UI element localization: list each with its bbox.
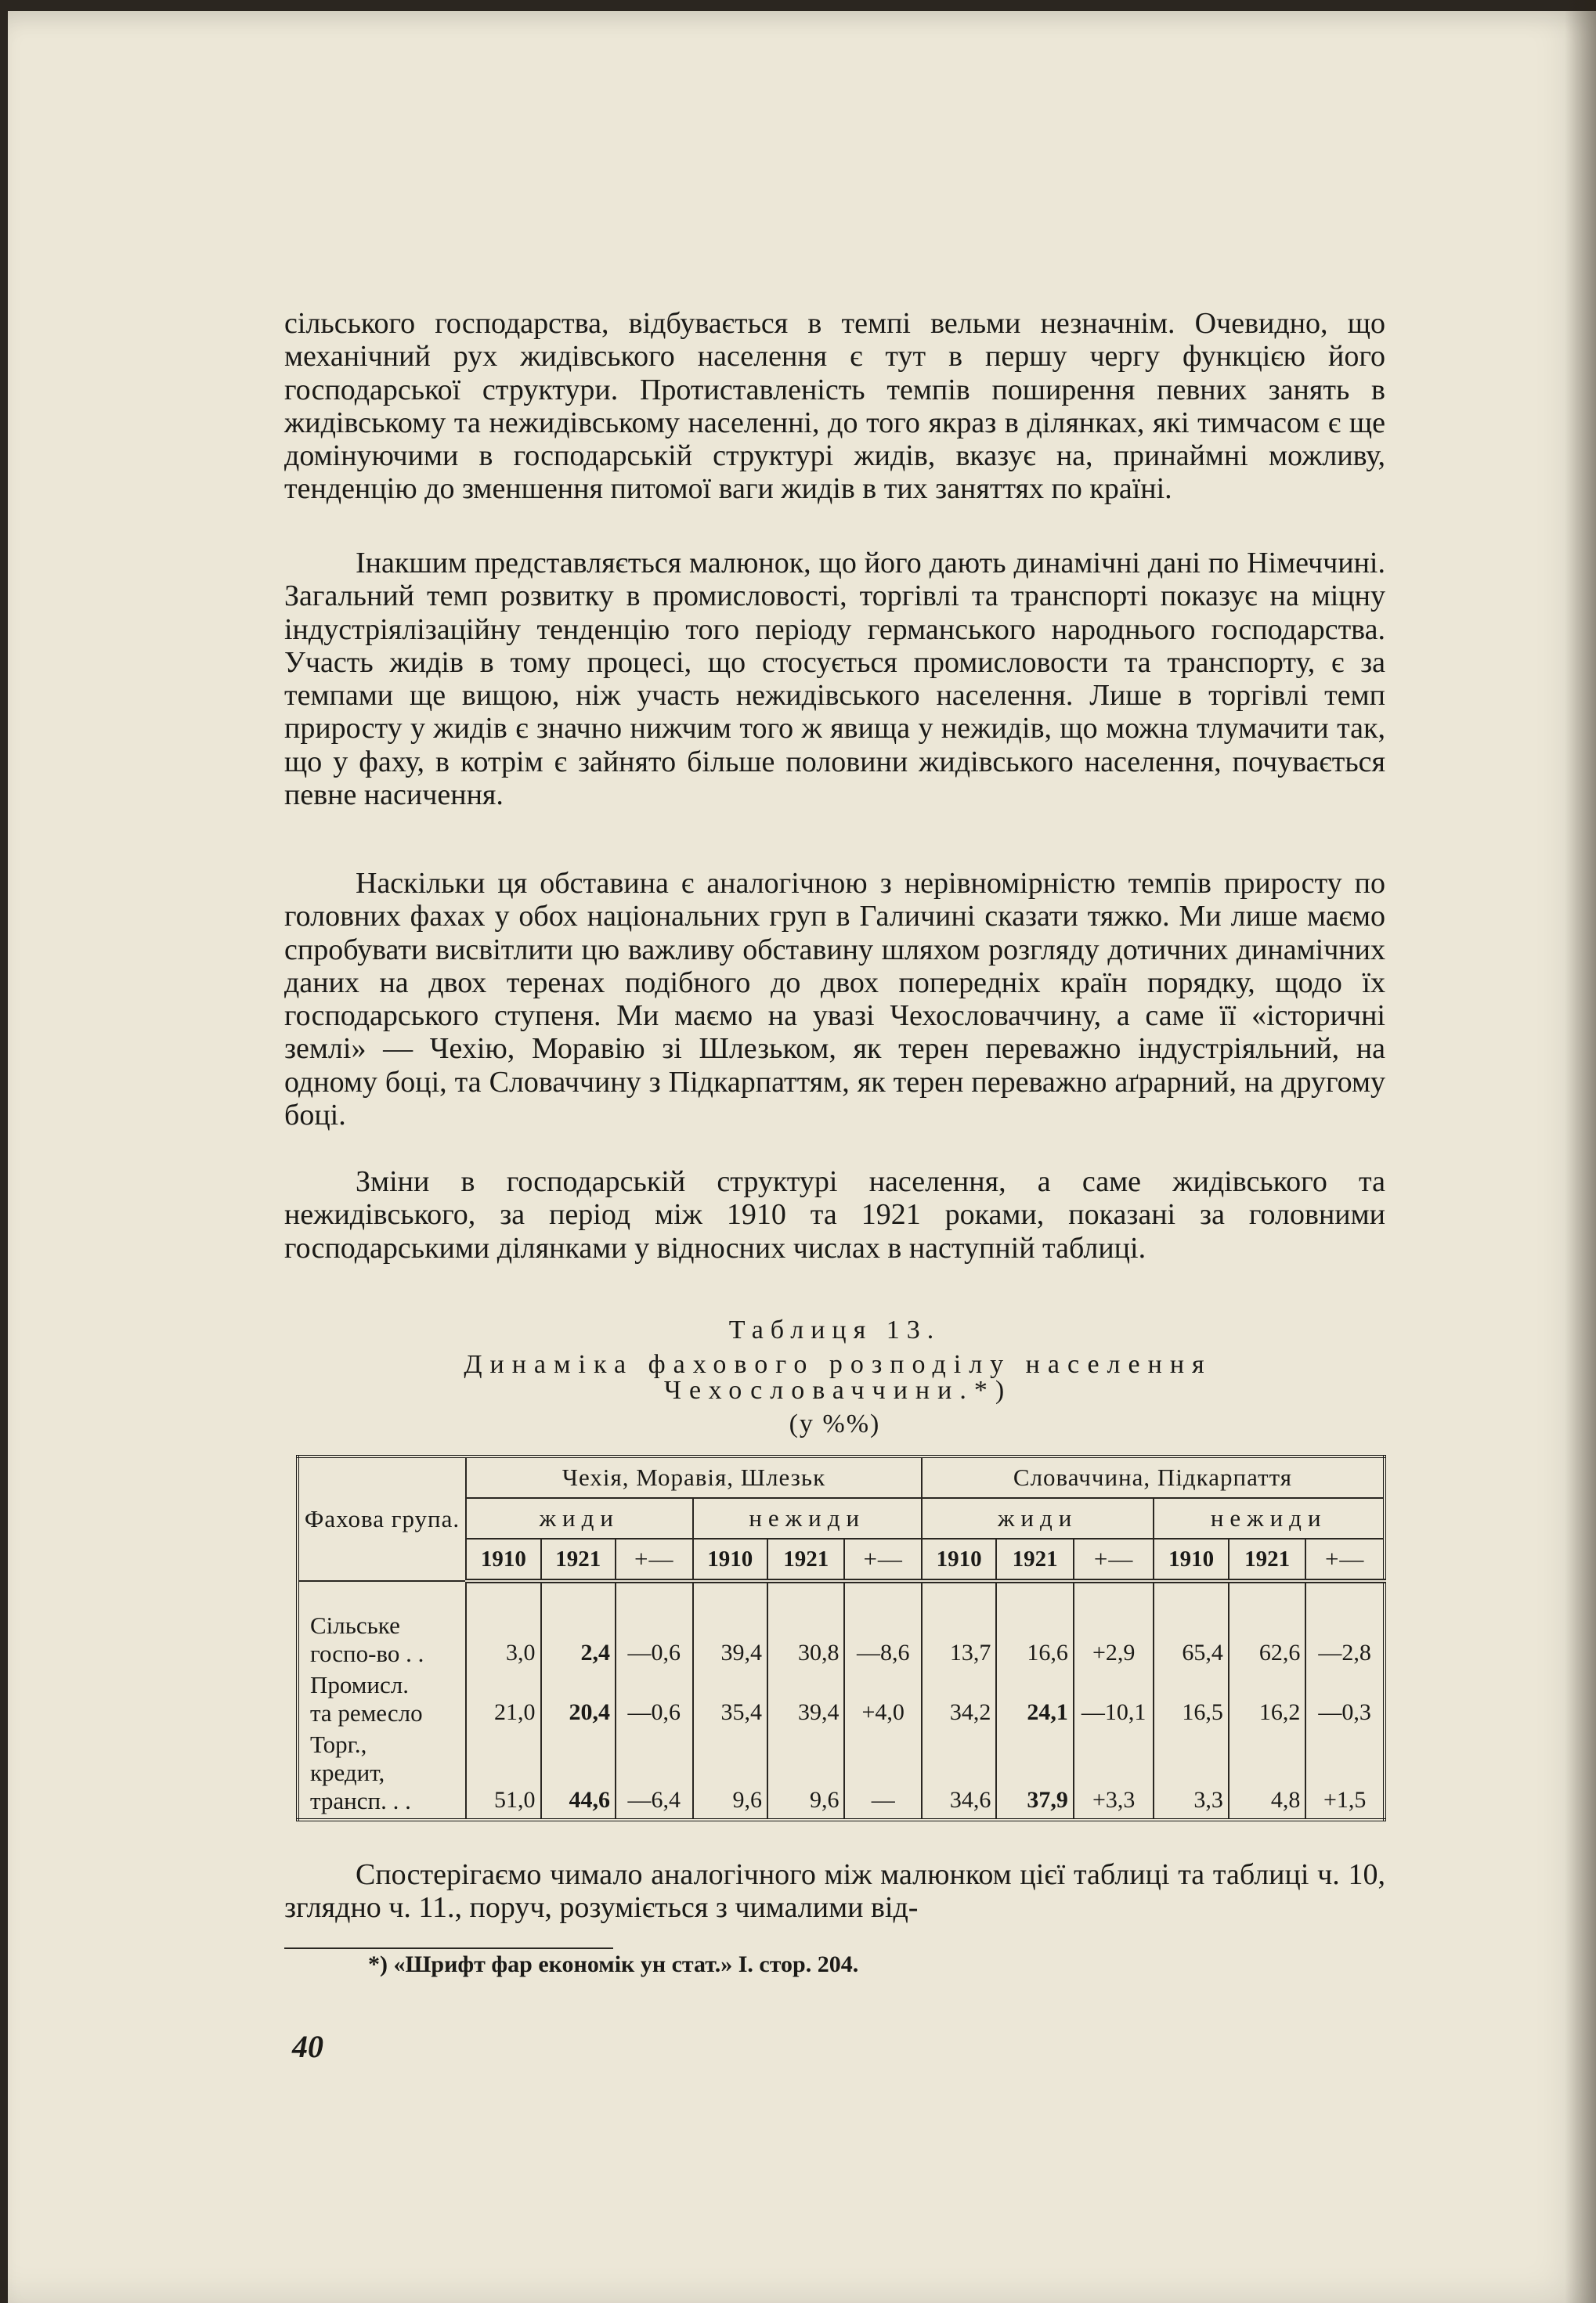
cell: 9,6	[767, 1731, 844, 1820]
paragraph-5: Спостерігаємо чимало аналогічного між малюнком цієї таблиці та таблиці ч. 10, зглядно ч. 11., поруч, розуміється з чималими від-	[284, 1858, 1385, 1925]
cell: 51,0	[466, 1731, 540, 1820]
page-edge-shadow	[1565, 0, 1596, 2303]
cell: —6,4	[616, 1731, 692, 1820]
year-header: 1921	[767, 1539, 844, 1581]
cell: 2,4	[541, 1612, 616, 1671]
paragraph-4: Зміни в господарській структурі населення, а саме жидівського та нежидівського, за період між 1910 та 1921 роками, показані за головними господарськими ділянками у відносних числах в наступній таблиці.	[284, 1165, 1385, 1265]
cell: +4,0	[844, 1671, 921, 1731]
cell: 3,0	[466, 1612, 540, 1671]
paragraph-1: сільського господарства, відбувається в темпі вельми незначнім. Очевидно, що механічний рух жидівського населення є тут в першу чергу функцією його господарської структури. Протиставленість темпів поширення певних занять в жидівському та нежидівському населенні, до того якраз в ділянках, які тимчасом є ще домінуючими в господарській структурі жидів, вказує на, принаймні можливу, тенденцію до зменшення питомої ваги жидів в тих заняттях по країні.	[284, 307, 1385, 506]
cell: 3,3	[1154, 1731, 1228, 1820]
year-header: 1921	[541, 1539, 616, 1581]
cell: —8,6	[844, 1612, 921, 1671]
cell: 16,2	[1229, 1671, 1305, 1731]
region-a-header: Чехія, Моравія, Шлезьк	[466, 1457, 922, 1498]
change-header: +—	[616, 1539, 692, 1581]
region-b-nonjews-header: нежиди	[1154, 1498, 1385, 1539]
cell: —0,6	[616, 1671, 692, 1731]
row-label-line: Торг.,	[310, 1731, 367, 1758]
cell: 39,4	[767, 1671, 844, 1731]
footnote-rule	[284, 1947, 613, 1949]
cell: 37,9	[996, 1731, 1073, 1820]
cell: —0,6	[616, 1612, 692, 1671]
cell: 62,6	[1229, 1612, 1305, 1671]
row-label-line: Сільське	[310, 1612, 400, 1639]
row-label	[298, 1731, 466, 1820]
row-label-line: та ремесло	[310, 1699, 423, 1727]
region-a-nonjews-header: нежиди	[693, 1498, 922, 1539]
data-table	[296, 1455, 1386, 1821]
scan-border-top	[0, 0, 1596, 11]
cell: 30,8	[767, 1612, 844, 1671]
paragraph-3: Наскільки ця обставина є аналогічною з нерівномірністю темпів приросту по головних фахах у обох національних груп в Галичині сказати тяжко. Ми лише маємо спробувати висвітлити цю важливу обставину шляхом розгляду дотичних динамічних даних на двох теренах подібного до двох попередніх країн порядку, щодо їх господарського ступеня. Ми маємо на увазі Чехословаччину, а саме її «історичні землі» — Чехію, Моравію зі Шлезьком, як терен переважно індустріяльний, на одному боці, та Словаччину з Підкарпаттям, як терен переважно аґрарний, на другому боці.	[284, 867, 1385, 1132]
cell: —	[844, 1731, 921, 1820]
table-row	[298, 1612, 1385, 1671]
cell: 20,4	[541, 1671, 616, 1731]
year-header: 1910	[693, 1539, 767, 1581]
row-label-line: кредит,	[310, 1759, 385, 1786]
cell: 24,1	[996, 1671, 1073, 1731]
row-label	[298, 1612, 466, 1671]
cell: 35,4	[693, 1671, 767, 1731]
year-header: 1910	[1154, 1539, 1228, 1581]
corner-header: Фахова група.	[298, 1457, 466, 1581]
cell: 21,0	[466, 1671, 540, 1731]
year-header: 1910	[466, 1539, 540, 1581]
cell: 13,7	[922, 1612, 996, 1671]
change-header: +—	[1074, 1539, 1154, 1581]
cell: +2,9	[1074, 1612, 1154, 1671]
row-label-line: трансп. . .	[310, 1787, 411, 1814]
cell: 16,5	[1154, 1671, 1228, 1731]
page-number: 40	[292, 2029, 323, 2064]
cell: 4,8	[1229, 1731, 1305, 1820]
table-caption-title: Таблиця 13.	[728, 1316, 941, 1345]
region-a-jews-header: жиди	[466, 1498, 692, 1539]
cell: 44,6	[541, 1731, 616, 1820]
cell: —2,8	[1305, 1612, 1385, 1671]
year-header: 1910	[922, 1539, 996, 1581]
table-caption-subtitle: Динаміка фахового розподілу населення Чехословаччини.*)	[464, 1350, 1212, 1405]
cell: 9,6	[693, 1731, 767, 1820]
year-header: 1921	[996, 1539, 1073, 1581]
change-header: +—	[1305, 1539, 1385, 1581]
region-b-header: Словаччина, Підкарпаття	[922, 1457, 1385, 1498]
year-header: 1921	[1229, 1539, 1305, 1581]
cell: —0,3	[1305, 1671, 1385, 1731]
row-label-line: госпо-во . .	[310, 1640, 424, 1667]
cell: 34,6	[922, 1731, 996, 1820]
table-unit: (у %%)	[789, 1410, 881, 1438]
cell: 39,4	[693, 1612, 767, 1671]
table-row	[298, 1671, 1385, 1731]
change-header: +—	[844, 1539, 921, 1581]
cell: +1,5	[1305, 1731, 1385, 1820]
region-b-jews-header: жиди	[922, 1498, 1154, 1539]
table-row	[298, 1731, 1385, 1820]
cell: 34,2	[922, 1671, 996, 1731]
row-label	[298, 1671, 466, 1731]
cell: —10,1	[1074, 1671, 1154, 1731]
row-label-line: Промисл.	[310, 1671, 409, 1698]
footnote: *) «Шрифт фар економік ун стат.» I. стор. 204.	[368, 1951, 859, 1977]
cell: +3,3	[1074, 1731, 1154, 1820]
paragraph-2: Інакшим представляється малюнок, що його дають динамічні дані по Німеччині. Загальний темп розвитку в промисловості, торгівлі та транспорті показує на міцну індустріялізаційну тенденцію того періоду германського народнього господарства. Участь жидів в тому процесі, що стосується промисловости та транспорту, є за темпами ще вищою, ніж участь нежидівського населення. Лише в торгівлі темп приросту у жидів є значно нижчим того ж явища у нежидів, що можна тлумачити так, що у фаху, в котрім є зайнято більше половини жидівського населення, почувається певне насичення.	[284, 547, 1385, 812]
cell: 65,4	[1154, 1612, 1228, 1671]
cell: 16,6	[996, 1612, 1073, 1671]
scan-border-left	[0, 0, 8, 2303]
